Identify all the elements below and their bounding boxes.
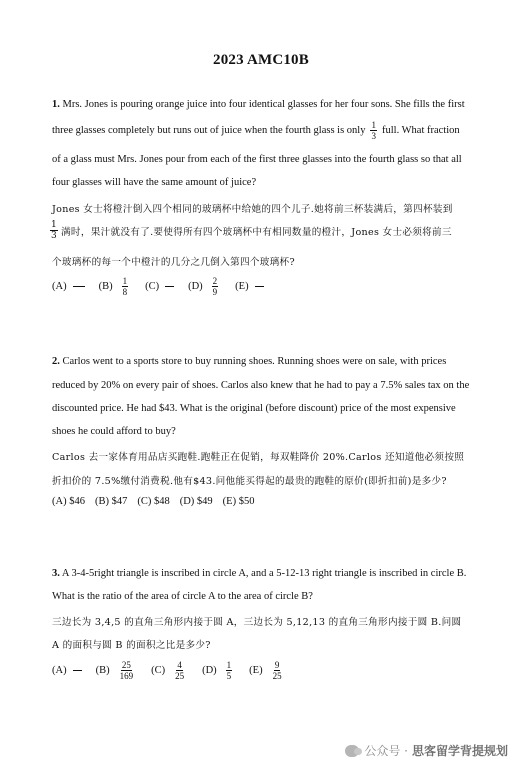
- fraction-num: 2: [212, 276, 218, 286]
- choice-fraction: [226, 660, 233, 681]
- q3-en-2: What is the ratio of the area of circle A to the area of circle B?: [52, 591, 313, 602]
- q2-choice-a[interactable]: (A) $46: [52, 496, 85, 507]
- fraction-den: 169: [119, 671, 134, 681]
- q1-choice-c[interactable]: [145, 281, 174, 292]
- q1-cn-1: Jones 女士将橙汁倒入四个相同的玻璃杯中给她的四个儿子.她将前三杯装满后，第四杯装到: [52, 204, 453, 215]
- q2-en-4: shoes he could afford to buy?: [52, 426, 176, 437]
- q1-cn-3: 个玻璃杯的每一个中橙汁的几分之几倒入第四个玻璃杯?: [52, 257, 295, 268]
- q2-line-1: [52, 356, 446, 367]
- choice-label: (D): [202, 665, 217, 676]
- fraction-num: 25: [121, 660, 131, 670]
- q1-choice-b[interactable]: [99, 276, 132, 297]
- q3-line-1: [52, 568, 466, 579]
- q1-choice-e[interactable]: [235, 281, 263, 292]
- q2-cn-2: 折扣价的 7.5%缴付消费税.他有$43.问他能买得起的最贵的跑鞋的原价(即折扣前)是多少?: [52, 476, 447, 487]
- watermark-account-name: 思客留学背提规划: [411, 744, 508, 758]
- choice-fraction: [174, 660, 185, 681]
- fraction-num: 4: [177, 660, 182, 670]
- fraction-den: 8: [122, 287, 128, 297]
- q1-cn-line-2: [50, 220, 452, 241]
- watermark: [345, 742, 508, 759]
- q3-choice-a[interactable]: [52, 665, 82, 676]
- choice-label: (C): [145, 281, 160, 292]
- q2-choice-d[interactable]: (D) $49: [179, 496, 213, 507]
- q1-choice-a[interactable]: [52, 281, 85, 292]
- q3-choice-d[interactable]: [202, 660, 235, 681]
- fraction-den: 25: [272, 671, 282, 681]
- choice-fraction: [119, 660, 135, 681]
- q1-choice-d[interactable]: [188, 276, 221, 297]
- q1-choices: [52, 276, 278, 297]
- q3-choice-e[interactable]: [249, 660, 285, 681]
- q2-cn-1: Carlos 去一家体育用品店买跑鞋.跑鞋正在促销，每双鞋降价 20%.Carlos 还知道他必须按照: [52, 452, 465, 463]
- q1-en-2b: full. What fraction: [381, 125, 460, 136]
- q1-number: 1.: [52, 99, 60, 110]
- choice-fraction: [212, 276, 219, 297]
- q1-fraction-num: 1: [371, 120, 376, 130]
- fraction-den: 25: [175, 671, 185, 681]
- choice-label: (B): [95, 665, 110, 676]
- q2-en-3: discounted price. He had $43. What is the original (before discount) price of the most expensive: [52, 403, 456, 414]
- q3-choice-c[interactable]: [151, 660, 188, 681]
- choice-label: (E): [235, 281, 249, 292]
- q1-en-1: Mrs. Jones is pouring orange juice into four identical glasses for her four sons. She fills the first: [62, 99, 465, 110]
- q3-number: 3.: [52, 568, 60, 579]
- choice-fraction: [122, 276, 129, 297]
- q3-cn-1: 三边长为 3,4,5 的直角三角形内接于圆 A，三边长为 5,12,13 的直角三角形内接于圆 B.问圆: [52, 617, 462, 628]
- blank-answer: [73, 670, 82, 671]
- q3-choice-b[interactable]: [96, 660, 138, 681]
- q1-line-1: [52, 99, 465, 110]
- choice-label: (D): [188, 281, 203, 292]
- wechat-icon: [345, 745, 359, 757]
- blank-answer: [255, 286, 264, 287]
- q2-en-1: Carlos went to a sports store to buy running shoes. Running shoes were on sale, with prices: [62, 356, 447, 367]
- choice-fraction: [272, 660, 283, 681]
- fraction-den: 9: [212, 287, 218, 297]
- q1-cn-fraction: [50, 220, 58, 241]
- fraction-den: 5: [226, 671, 232, 681]
- q1-line-2: [52, 120, 460, 141]
- blank-answer: [73, 286, 85, 287]
- q2-number: 2.: [52, 356, 60, 367]
- q2-choice-c[interactable]: (C) $48: [137, 496, 170, 507]
- q3-cn-2: A 的面积与圆 B 的面积之比是多少?: [52, 640, 211, 651]
- blank-answer: [165, 286, 174, 287]
- fraction-num: 1: [122, 276, 128, 286]
- q2-choices: [52, 496, 264, 507]
- watermark-prefix: 公众号 ·: [364, 744, 408, 758]
- q1-cn-fraction-den: 3: [51, 231, 58, 241]
- q1-en-2a: three glasses completely but runs out of juice when the fourth glass is only: [52, 125, 366, 136]
- q2-en-2: reduced by 20% on every pair of shoes. Carlos also knew that he had to pay a 7.5% sales tax on the: [52, 380, 470, 391]
- q1-cn-2: 满时，果汁就没有了.要使得所有四个玻璃杯中有相同数量的橙汁，Jones 女士必须将前三: [61, 226, 452, 238]
- choice-label: (A): [52, 281, 67, 292]
- fraction-num: 9: [274, 660, 280, 670]
- q1-fraction-den: 3: [371, 131, 376, 141]
- q1-fraction: [370, 120, 377, 141]
- q1-cn-fraction-num: 1: [51, 220, 58, 230]
- choice-label: (E): [249, 665, 263, 676]
- q2-choice-b[interactable]: (B) $47: [94, 496, 128, 507]
- fraction-num: 1: [226, 660, 232, 670]
- q1-en-3: of a glass must Mrs. Jones pour from each of the first three glasses into the fourth glass so that all: [52, 154, 462, 165]
- page-title: 2023 AMC10B: [213, 52, 309, 68]
- choice-label: (C): [151, 665, 166, 676]
- q1-en-4: four glasses will have the same amount of juice?: [52, 177, 257, 188]
- q3-choices: [52, 660, 300, 681]
- q2-choice-e[interactable]: (E) $50: [222, 496, 255, 507]
- choice-label: (B): [98, 281, 113, 292]
- choice-label: (A): [52, 665, 67, 676]
- q3-en-1: A 3-4-5right triangle is inscribed in circle A, and a 5-12-13 right triangle is inscribed in circle B.: [61, 568, 467, 579]
